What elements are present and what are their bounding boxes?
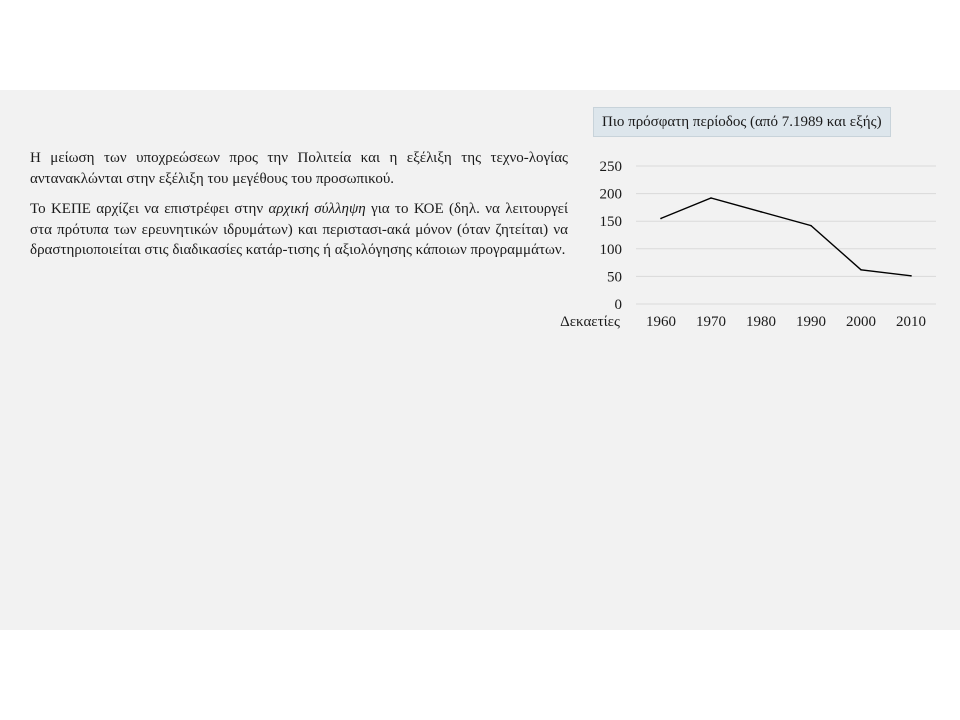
x-tick-label: 2000 xyxy=(846,314,876,330)
chart-grid xyxy=(636,166,936,304)
y-tick-label: 100 xyxy=(599,241,622,258)
y-tick-label: 200 xyxy=(599,186,622,203)
series-line xyxy=(661,198,911,276)
line-chart xyxy=(550,150,950,350)
body-text xyxy=(30,148,568,271)
data-point-1980 xyxy=(760,211,762,213)
x-axis-ticks xyxy=(646,314,926,330)
paragraph-2-italic: αρχική σύλληψη xyxy=(268,201,366,217)
chart-title: Πιο πρόσφατη περίοδος (από 7.1989 και εξής) xyxy=(593,107,891,137)
paragraph-2 xyxy=(30,199,568,261)
data-point-2000 xyxy=(860,269,862,271)
y-tick-label: 150 xyxy=(599,214,622,231)
y-axis-ticks xyxy=(600,159,623,313)
paragraph-2-start: Το ΚΕΠΕ αρχίζει να επιστρέφει στην xyxy=(30,201,269,217)
y-tick-label: 250 xyxy=(599,159,622,175)
paragraph-2-end: για το ΚΟΕ (δηλ. να λειτουργεί στα πρότυπα των ερευνητικών ιδρυμάτων) και περιστασι-ακά μόνον (όταν ζητείται) να δραστηριοποιείται στις διαδικασίες κατάρ-τισης ή αξιολόγησης κάποιων προγραμμάτων. xyxy=(30,201,568,258)
x-tick-label: 1990 xyxy=(796,314,826,330)
data-point-1970 xyxy=(710,197,712,199)
x-tick-label: 1980 xyxy=(746,314,776,330)
x-tick-label: 2010 xyxy=(896,314,926,330)
data-point-2010 xyxy=(910,275,912,277)
data-point-1990 xyxy=(810,225,812,227)
slide xyxy=(0,90,960,630)
x-tick-label: 1960 xyxy=(646,314,676,330)
data-points xyxy=(660,197,912,276)
paragraph-1: Η μείωση των υποχρεώσεων προς την Πολιτεία και η εξέλιξη της τεχνο-λογίας αντανακλώνται στην εξέλιξη του μεγέθους του προσωπικού. xyxy=(30,150,568,187)
y-tick-label: 50 xyxy=(607,269,622,286)
y-tick-label: 0 xyxy=(614,297,622,313)
data-point-1960 xyxy=(660,218,662,220)
x-tick-label: 1970 xyxy=(696,314,726,330)
x-axis-label: Δεκαετίες xyxy=(560,314,620,330)
